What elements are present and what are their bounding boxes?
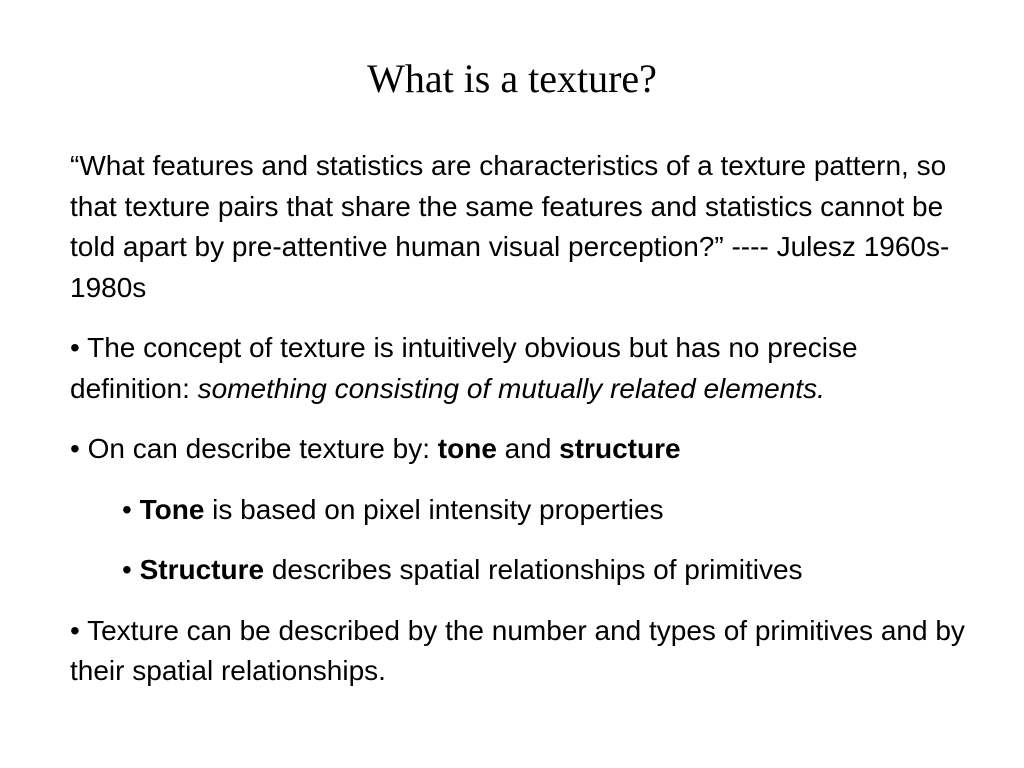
sub-bullet-structure-text: describes spatial relationships of primitives [264,554,803,585]
term-structure: structure [559,433,681,464]
bullet-marker: • [70,433,80,464]
bullet-marker: • [70,614,80,646]
bullet-concept [70,328,970,409]
slide-body [70,146,970,712]
sub-bullet-tone [70,490,970,531]
term-tone: tone [437,433,497,464]
bullet-describe-text: On can describe texture by: [79,433,438,464]
quote-text: “What features and statistics are characteristics of a texture pattern, so that texture pairs that share the same features and statistics cannot be told apart by pre-attentive human visual perception?” ---- Julesz 1960s-1980s [70,150,950,303]
slide-title: What is a texture? [367,56,657,101]
bullet-marker: • [122,493,132,525]
sub-bullet-structure-term: Structure [139,554,265,585]
bullet-describe-conjunction: and [496,433,560,464]
bullet-primitives [70,611,970,692]
bullet-concept-text: The concept of texture is intuitively obvious but has no precise definition: [70,332,858,404]
julesz-quote [70,146,970,308]
bullet-primitives-text: Texture can be described by the number and types of primitives and by their spatial relationships. [70,614,965,686]
sub-bullet-tone-text: is based on pixel intensity properties [204,493,664,525]
bullet-marker: • [70,332,80,363]
bullet-describe [70,429,970,470]
bullet-marker: • [122,554,132,585]
sub-bullet-structure [70,550,970,591]
sub-bullet-tone-term: Tone [139,493,205,525]
bullet-concept-definition: something consisting of mutually related elements. [197,372,825,404]
